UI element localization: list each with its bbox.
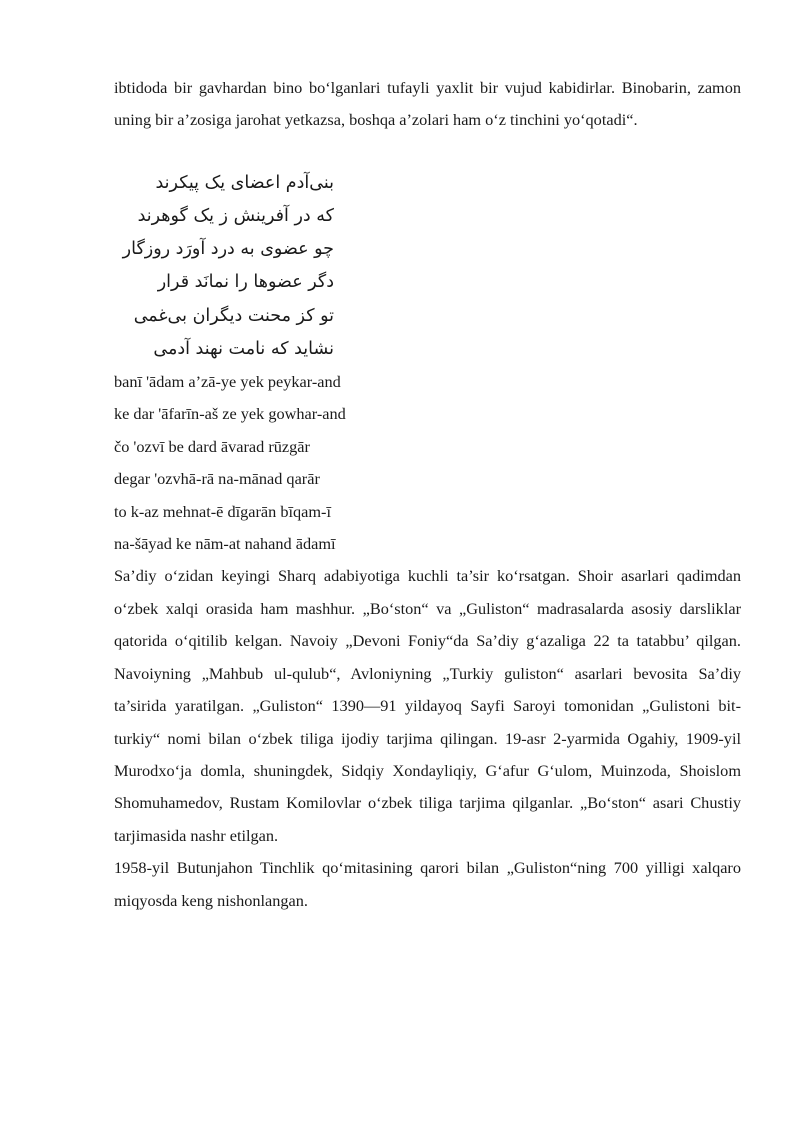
persian-line: تو کز محنت دیگران بی‌غمی xyxy=(133,305,334,326)
transliteration-line: banī 'ādam a’zā-ye yek peykar-and xyxy=(114,372,341,392)
body-paragraph-anniversary: 1958-yil Butunjahon Tinchlik qo‘mitasining qarori bilan „Guliston“ning 700 yilligi xalqaro miqyosda keng nishonlangan. xyxy=(114,858,741,910)
intro-paragraph: ibtidoda bir gavhardan bino bo‘lganlari tufayli yaxlit bir vujud kabidirlar. Binobarin, zamon uning bir a’zosiga jarohat yetkazsa, boshqa a’zolari ham o‘z tinchini yo‘qotadi“. xyxy=(114,78,741,130)
document-page xyxy=(114,72,741,917)
body-paragraph-influence: Sa’diy o‘zidan keyingi Sharq adabiyotiga kuchli ta’sir ko‘rsatgan. Shoir asarlari qadimdan o‘zbek xalqi orasida ham mashhur. „Bo‘ston“ va „Guliston“ madrasalarda asosiy darsliklar qatorida o‘qitilib kelgan. Navoiy „Devoni Foniy“da Sa’diy g‘azaliga 22 ta tatabbu’ qilgan. Navoiyning „Mahbub ul-qulub“, Avloniyning „Turkiy guliston“ asarlari bevosita Sa’diy ta’sirida yaratilgan. „Guliston“ 1390—91 yildayoq Sayfi Saroyi tomonidan „Gulistoni bit-turkiy“ nomi bilan o‘zbek tiliga ijodiy tarjima qilingan. 19-asr 2-yarmida Ogahiy, 1909-yil Murodxo‘ja domla, shuningdek, Sidqiy Xondayliqiy, G‘afur G‘ulom, Muinzoda, Shoislom Shomuhamedov, Rustam Komilovlar o‘zbek tiliga tarjima qilganlar. „Bo‘ston“ asari Chustiy tarjimasida nashr etilgan. xyxy=(114,566,741,845)
persian-line: دگر عضوها را نمانَد قرار xyxy=(157,272,334,293)
transliteration-line: ke dar 'āfarīn-aš ze yek gowhar-and xyxy=(114,404,346,424)
transliteration-line: to k-az mehnat-ē dīgarān bīqam-ī xyxy=(114,501,331,521)
transliteration-line: degar 'ozvhā-rā na-mānad qarār xyxy=(114,469,320,489)
section-spacer xyxy=(114,137,741,167)
transliteration-line: na-šāyad ke nām-at nahand ādamī xyxy=(114,534,336,554)
persian-line: چو عضوی به درد آورَد روزگار xyxy=(122,239,334,260)
transliteration-line: čo 'ozvī be dard āvarad rūzgār xyxy=(114,436,310,456)
persian-line: بنی‌آدم اعضای یک پیکرند xyxy=(155,172,334,193)
persian-line: که در آفرینش ز یک گوهرند xyxy=(137,206,334,227)
transliteration-poem xyxy=(114,366,741,560)
persian-line: نشاید که نامت نهند آدمی xyxy=(153,338,334,359)
persian-poem xyxy=(114,167,741,366)
